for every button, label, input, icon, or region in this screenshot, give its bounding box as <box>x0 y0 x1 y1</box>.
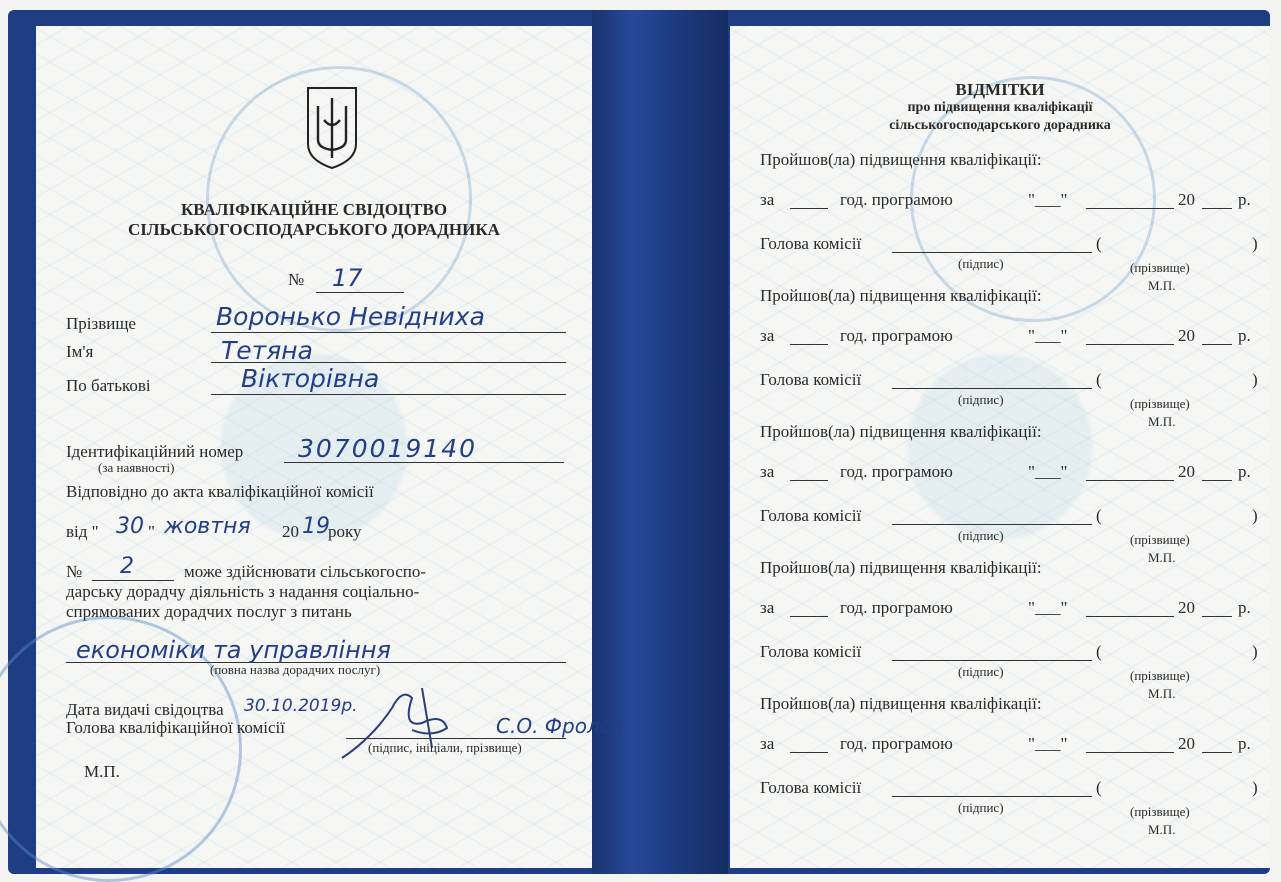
paren-close: ) <box>1252 778 1258 797</box>
act-number-value: 2 <box>120 554 134 579</box>
surname-note: (прізвище) <box>1130 396 1190 411</box>
head-signature-note: (підпис, ініціали, прізвище) <box>368 740 522 755</box>
year-prefix: 20 <box>1178 190 1195 209</box>
signature-line <box>892 524 1092 525</box>
signature-line <box>892 252 1092 253</box>
marks-title: ВІДМІТКИ <box>955 80 1045 99</box>
year-line <box>1202 208 1232 209</box>
services-value: економіки та управління <box>76 636 391 664</box>
date-year-prefix: 20 <box>282 522 299 541</box>
date-line <box>1086 208 1174 209</box>
surname-line <box>211 332 566 333</box>
trident-emblem <box>304 84 360 170</box>
passed-text: Пройшов(ла) підвищення кваліфікації: <box>760 558 1042 577</box>
certificate-title-2: СІЛЬСЬКОГОСПОДАРСЬКОГО ДОРАДНИКА <box>128 220 500 239</box>
may-text-2: дарську дорадчу діяльність з надання соціально- <box>66 582 420 601</box>
surname-note: (прізвище) <box>1130 804 1190 819</box>
za-label: за <box>760 326 775 345</box>
date-line <box>1086 480 1174 481</box>
za-label: за <box>760 598 775 617</box>
head-label: Голова комісії <box>760 370 862 389</box>
year-prefix: 20 <box>1178 598 1195 617</box>
date-quotes: "___" <box>1028 734 1068 753</box>
head-label: Голова кваліфікаційної комісії <box>66 718 285 737</box>
year-suffix: р. <box>1238 326 1251 345</box>
za-label: за <box>760 462 775 481</box>
date-quotes: "___" <box>1028 462 1068 481</box>
hours-line <box>790 480 828 481</box>
year-line <box>1202 480 1232 481</box>
date-year-suffix: 19 <box>302 514 330 539</box>
certificate-title-1: КВАЛІФІКАЦІЙНЕ СВІДОЦТВО <box>180 200 448 219</box>
year-line <box>1202 616 1232 617</box>
marks-subtitle-1: про підвищення кваліфікації <box>907 100 1093 115</box>
program-label: год. програмою <box>840 462 953 481</box>
date-line <box>1086 752 1174 753</box>
program-label: год. програмою <box>840 598 953 617</box>
year-suffix: р. <box>1238 598 1251 617</box>
signature-line <box>892 660 1092 661</box>
marks-subtitle-2: сільськогосподарського дорадника <box>889 118 1111 133</box>
year-suffix: р. <box>1238 734 1251 753</box>
hours-line <box>790 344 828 345</box>
signature-line <box>892 796 1092 797</box>
hours-line <box>790 752 828 753</box>
surname-note: (прізвище) <box>1130 532 1190 547</box>
za-label: за <box>760 190 775 209</box>
year-prefix: 20 <box>1178 462 1195 481</box>
paren-open: ( <box>1096 370 1102 389</box>
year-suffix: р. <box>1238 190 1251 209</box>
right-page <box>730 26 1270 868</box>
date-line <box>1086 344 1174 345</box>
paren-close: ) <box>1252 370 1258 389</box>
date-line <box>1086 616 1174 617</box>
passed-text: Пройшов(ла) підвищення кваліфікації: <box>760 694 1042 713</box>
act-text: Відповідно до акта кваліфікаційної комісії <box>66 482 374 501</box>
may-text-3: спрямованих дорадчих послуг з питань <box>66 602 352 621</box>
sign-note: (підпис) <box>958 664 1004 679</box>
surname-value: Воронько Невідниха <box>216 302 485 331</box>
act-number-line <box>92 580 174 581</box>
sign-note: (підпис) <box>958 528 1004 543</box>
number-prefix: № <box>288 270 305 289</box>
head-label: Голова комісії <box>760 506 862 525</box>
date-word: року <box>328 522 362 541</box>
name-label: Ім'я <box>66 342 94 361</box>
za-label: за <box>760 734 775 753</box>
year-prefix: 20 <box>1178 326 1195 345</box>
paren-open: ( <box>1096 778 1102 797</box>
sign-note: (підпис) <box>958 256 1004 271</box>
issue-date-label: Дата видачі свідоцтва <box>66 700 224 719</box>
id-note: (за наявності) <box>98 460 175 475</box>
number-value: 17 <box>332 264 363 292</box>
date-prefix: від " <box>66 522 99 541</box>
date-quotes: "___" <box>1028 190 1068 209</box>
passed-text: Пройшов(ла) підвищення кваліфікації: <box>760 150 1042 169</box>
paren-open: ( <box>1096 506 1102 525</box>
date-quote: " <box>148 522 155 541</box>
id-value: 3070019140 <box>298 434 478 463</box>
paren-close: ) <box>1252 234 1258 253</box>
patronymic-value: Вікторівна <box>241 364 380 393</box>
head-label: Голова комісії <box>760 642 862 661</box>
stamp-place-label: М.П. <box>1148 414 1176 429</box>
date-quotes: "___" <box>1028 598 1068 617</box>
program-label: год. програмою <box>840 190 953 209</box>
signature-line <box>892 388 1092 389</box>
may-text-1: може здійснювати сільськогоспо- <box>184 562 427 581</box>
passed-text: Пройшов(ла) підвищення кваліфікації: <box>760 422 1042 441</box>
sign-note: (підпис) <box>958 392 1004 407</box>
paren-open: ( <box>1096 234 1102 253</box>
stamp-place-label: М.П. <box>84 762 120 781</box>
hours-line <box>790 208 828 209</box>
hours-line <box>790 616 828 617</box>
date-quotes: "___" <box>1028 326 1068 345</box>
year-suffix: р. <box>1238 462 1251 481</box>
services-note: (повна назва дорадчих послуг) <box>210 662 381 677</box>
head-label: Голова комісії <box>760 778 862 797</box>
sign-note: (підпис) <box>958 800 1004 815</box>
surname-note: (прізвище) <box>1130 668 1190 683</box>
patronymic-line <box>211 394 566 395</box>
surname-label: Прізвище <box>66 314 136 333</box>
number-line <box>316 292 404 293</box>
stamp-place-label: М.П. <box>1148 550 1176 565</box>
stamp-place-label: М.П. <box>1148 822 1176 837</box>
id-label: Ідентифікаційний номер <box>66 442 244 461</box>
year-line <box>1202 344 1232 345</box>
act-number-prefix: № <box>66 562 83 581</box>
surname-note: (прізвище) <box>1130 260 1190 275</box>
patronymic-label: По батькові <box>66 376 151 395</box>
issue-date-value: 30.10.2019р. <box>244 696 358 716</box>
program-label: год. програмою <box>840 326 953 345</box>
year-prefix: 20 <box>1178 734 1195 753</box>
document-spine <box>592 10 728 874</box>
paren-open: ( <box>1096 642 1102 661</box>
program-label: год. програмою <box>840 734 953 753</box>
year-line <box>1202 752 1232 753</box>
name-value: Тетяна <box>221 336 313 365</box>
paren-close: ) <box>1252 642 1258 661</box>
left-page <box>36 26 624 868</box>
stamp-place-label: М.П. <box>1148 686 1176 701</box>
head-signature-name: С.О. Фролов <box>496 714 624 738</box>
stamp-place-label: М.П. <box>1148 278 1176 293</box>
date-day: 30 <box>116 514 144 539</box>
passed-text: Пройшов(ла) підвищення кваліфікації: <box>760 286 1042 305</box>
head-label: Голова комісії <box>760 234 862 253</box>
paren-close: ) <box>1252 506 1258 525</box>
date-month: жовтня <box>164 514 251 539</box>
